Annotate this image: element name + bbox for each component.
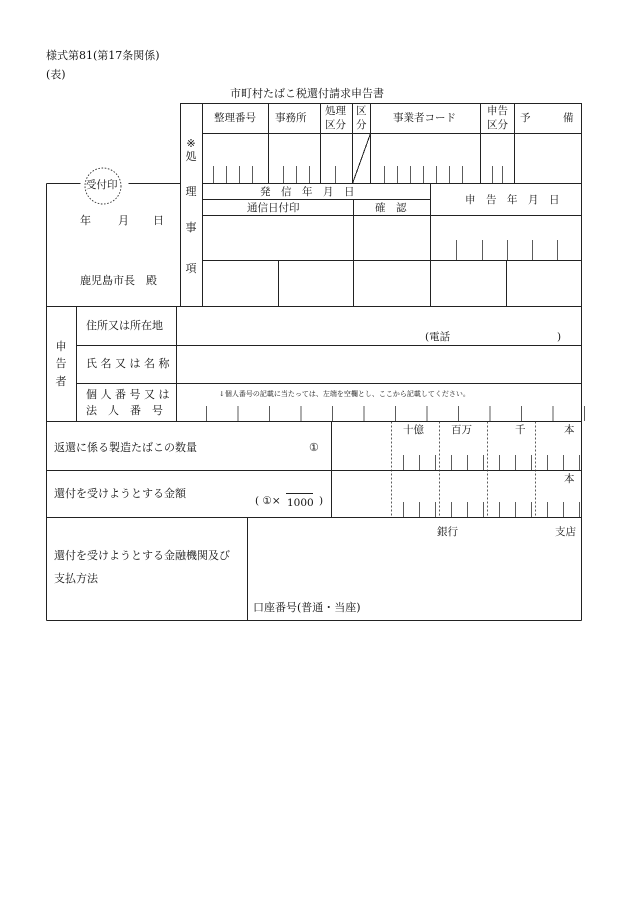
- addressee: 鹿児島市長 殿: [80, 274, 157, 287]
- number-label-1: 個 人 番 号 又 は: [86, 388, 170, 401]
- unit-hyakuman: 百万: [451, 424, 472, 436]
- proc-char-2: 処: [185, 150, 197, 163]
- header-ku-2: 分: [356, 119, 367, 131]
- name-label: 氏 名 又 は 名 称: [86, 357, 170, 370]
- header-shinkoku-2: 区分: [487, 119, 508, 131]
- proc-char-4: 事: [185, 221, 197, 234]
- header-jimusho: 事務所: [275, 112, 307, 124]
- stamp-label: 受付印: [86, 179, 118, 191]
- header-shori-2: 区分: [325, 119, 346, 131]
- decl-char-2: 告: [55, 357, 67, 370]
- form-title: 市町村たばこ税還付請求申告書: [230, 87, 384, 100]
- bank-shiten: 支店: [555, 526, 576, 538]
- proc-char-1: ※: [186, 137, 196, 150]
- form-side: (表): [46, 68, 66, 81]
- header-shori-1: 処理: [325, 105, 346, 117]
- header-shinkoku-1: 申告: [487, 105, 508, 117]
- header-ku-1: 区: [356, 105, 367, 117]
- proc-char-5: 項: [185, 262, 197, 275]
- header-yobi-1: 予: [520, 112, 531, 124]
- phone-label: (電話: [425, 331, 451, 343]
- header-yobi-2: 備: [563, 112, 574, 124]
- header-jigyosha: 事業者コード: [393, 112, 456, 124]
- decl-char-1: 申: [55, 340, 67, 353]
- form-number: 様式第81(第17条関係): [46, 49, 160, 62]
- number-label-2: 法 人 番 号: [86, 404, 163, 417]
- stamp-month: 月: [118, 214, 129, 227]
- hasshin-date: 発 信 年 月 日: [260, 186, 355, 198]
- tsushin-stamp: 通信日付印: [247, 202, 300, 214]
- number-note: ↓個人番号の記載に当たっては、左端を空欄とし、ここから記載してください。: [219, 390, 470, 398]
- unit-hon-2: 本: [564, 473, 575, 485]
- formula-den: 1000: [287, 497, 314, 509]
- bank-ginko: 銀行: [437, 526, 458, 538]
- return-qty-label: 返還に係る製造たばこの数量: [54, 441, 197, 454]
- refund-label: 還付を受けようとする金額: [54, 487, 186, 500]
- unit-hon: 本: [564, 424, 575, 436]
- stamp-day: 日: [153, 214, 164, 227]
- unit-jukoku: 十億: [403, 424, 424, 436]
- header-seiri: 整理番号: [214, 112, 256, 124]
- formula-post: ): [319, 495, 324, 507]
- bank-label-1: 還付を受けようとする金融機関及び: [54, 549, 230, 562]
- kakunin: 確 認: [375, 202, 407, 214]
- decl-char-3: 者: [55, 375, 67, 388]
- phone-close: ): [557, 331, 562, 343]
- account-number-label: 口座番号(普通・当座): [253, 601, 361, 614]
- unit-sen: 千: [515, 424, 526, 436]
- bank-label-2: 支払方法: [54, 572, 98, 585]
- formula-pre: ( ①×: [255, 495, 281, 507]
- proc-char-3: 理: [185, 185, 197, 198]
- address-label: 住所又は所在地: [86, 319, 163, 332]
- shinkoku-date: 申 告 年 月 日: [465, 194, 560, 206]
- circle-one: ①: [309, 441, 319, 454]
- stamp-year: 年: [80, 214, 91, 227]
